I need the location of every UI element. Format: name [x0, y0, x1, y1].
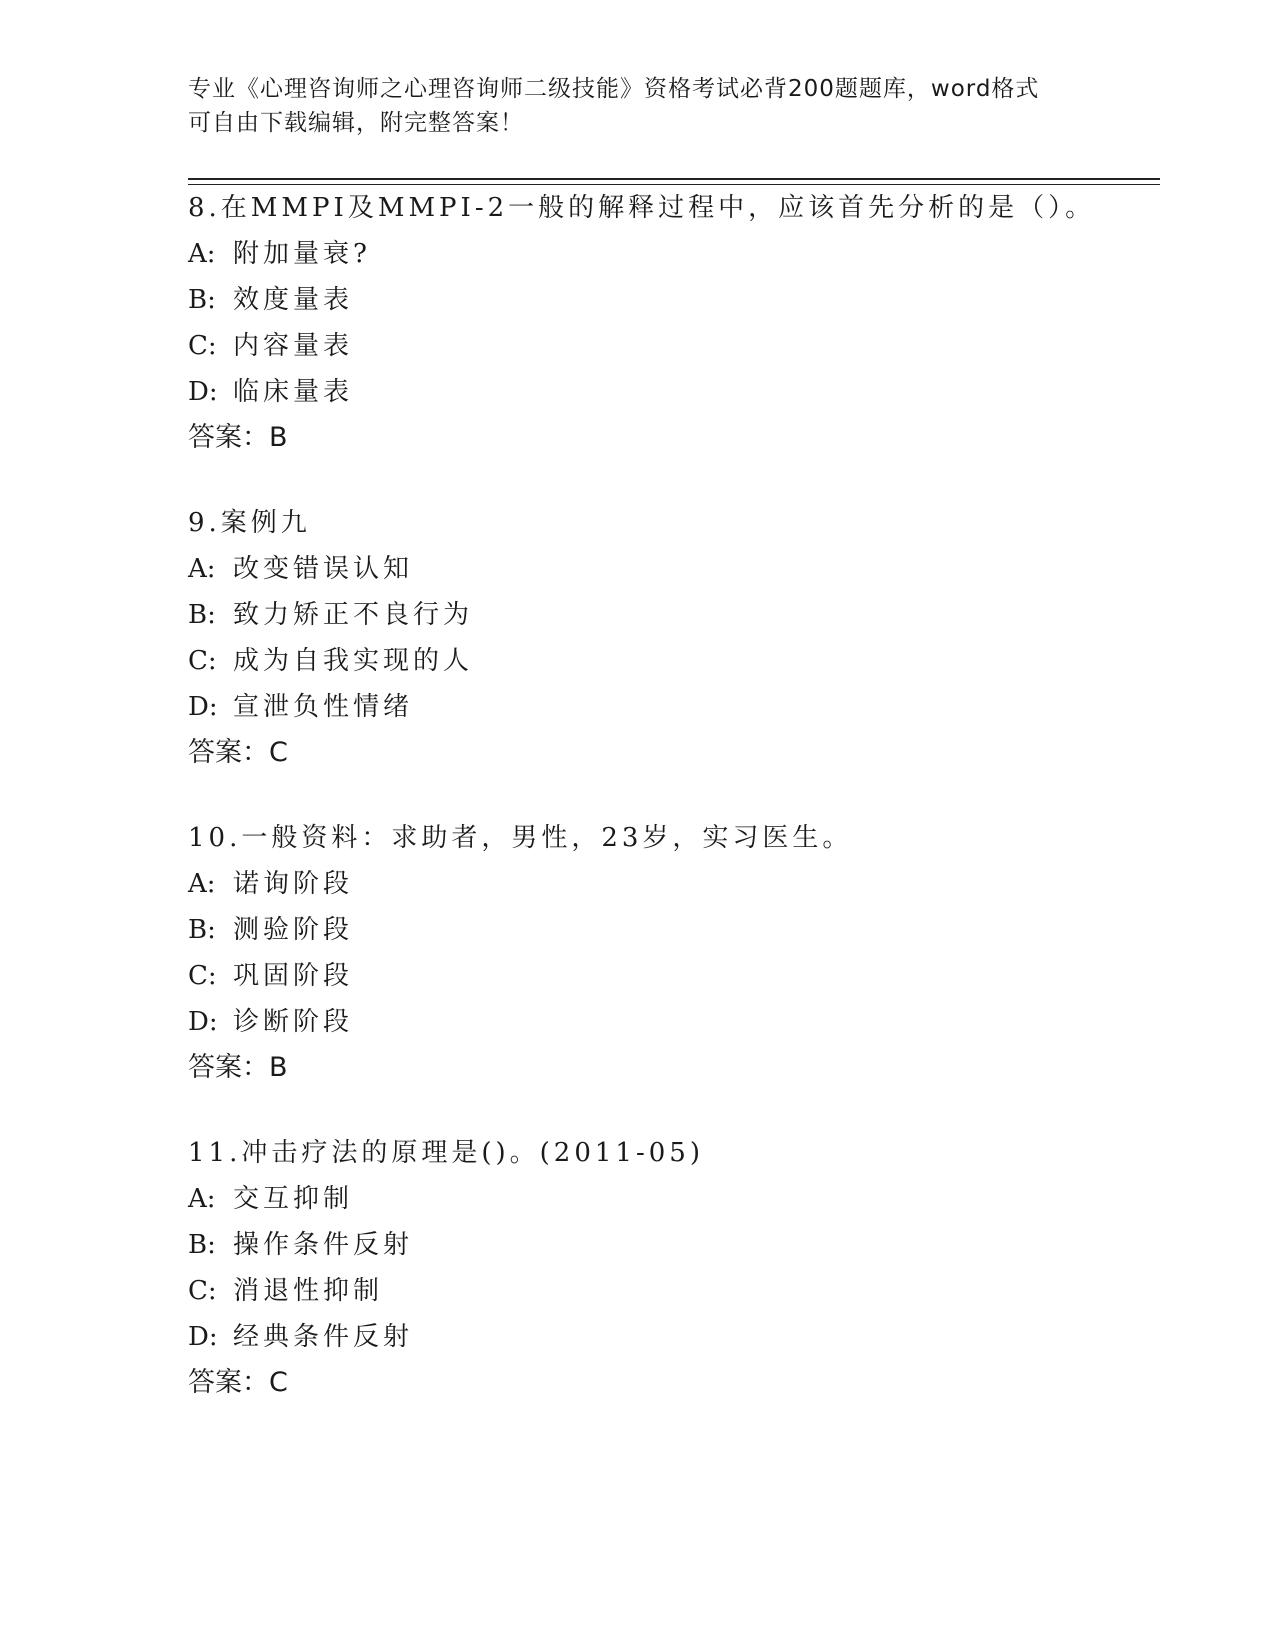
option-text: 内容量表 — [233, 331, 354, 361]
answer: 答案：C — [188, 737, 288, 768]
header-line-1: 专业《心理咨询师之心理咨询师二级技能》资格考试必背200题题库，word格式 — [188, 76, 1040, 102]
option-text: 效度量表 — [233, 285, 354, 315]
document-header — [188, 72, 1088, 140]
option-label: A: — [188, 869, 216, 899]
option-a — [188, 231, 1158, 277]
option-text: 宣泄负性情绪 — [233, 692, 414, 722]
question-stem: 8.在MMPI及MMPI-2一般的解释过程中，应该首先分析的是（）。 — [188, 193, 1096, 223]
question-stem: 10.一般资料：求助者，男性，23岁，实习医生。 — [188, 823, 853, 853]
option-label: D: — [188, 692, 218, 722]
option-text: 临床量表 — [233, 377, 354, 407]
option-text: 交互抑制 — [233, 1184, 354, 1214]
option-text: 诺询阶段 — [233, 869, 354, 899]
option-text: 成为自我实现的人 — [233, 646, 474, 676]
option-label: D: — [188, 1007, 218, 1037]
option-c — [188, 953, 1158, 999]
question-block — [188, 185, 1158, 461]
option-text: 改变错误认知 — [233, 554, 414, 584]
option-c — [188, 1268, 1158, 1314]
option-label: B: — [188, 1230, 216, 1260]
option-d — [188, 684, 1158, 730]
option-text: 消退性抑制 — [233, 1276, 384, 1306]
option-label: D: — [188, 377, 218, 407]
option-label: D: — [188, 1322, 218, 1352]
option-c — [188, 638, 1158, 684]
option-b — [188, 1222, 1158, 1268]
answer: 答案：C — [188, 1367, 288, 1398]
answer: 答案：B — [188, 422, 288, 453]
option-b — [188, 592, 1158, 638]
answer: 答案：B — [188, 1052, 288, 1083]
option-text: 诊断阶段 — [233, 1007, 354, 1037]
option-text: 巩固阶段 — [233, 961, 354, 991]
option-text: 致力矫正不良行为 — [233, 600, 474, 630]
option-b — [188, 277, 1158, 323]
option-c — [188, 323, 1158, 369]
option-label: B: — [188, 285, 216, 315]
option-label: A: — [188, 1184, 216, 1214]
option-text: 操作条件反射 — [233, 1230, 414, 1260]
option-d — [188, 369, 1158, 415]
option-text: 附加量衰? — [233, 239, 371, 269]
header-line-2: 可自由下载编辑，附完整答案！ — [188, 110, 524, 136]
option-label: C: — [188, 646, 217, 676]
option-label: A: — [188, 554, 216, 584]
option-d — [188, 1314, 1158, 1360]
option-label: C: — [188, 331, 217, 361]
option-a — [188, 546, 1158, 592]
option-label: B: — [188, 915, 216, 945]
question-block — [188, 500, 1158, 776]
option-label: C: — [188, 1276, 217, 1306]
header-divider-top — [188, 178, 1160, 180]
option-b — [188, 907, 1158, 953]
option-d — [188, 999, 1158, 1045]
option-a — [188, 861, 1158, 907]
option-label: C: — [188, 961, 217, 991]
option-text: 经典条件反射 — [233, 1322, 414, 1352]
option-label: B: — [188, 600, 216, 630]
option-text: 测验阶段 — [233, 915, 354, 945]
question-block — [188, 815, 1158, 1091]
question-stem: 11.冲击疗法的原理是()。(2011-05) — [188, 1138, 704, 1168]
option-a — [188, 1176, 1158, 1222]
option-label: A: — [188, 239, 216, 269]
question-stem: 9.案例九 — [188, 508, 311, 538]
question-block — [188, 1130, 1158, 1406]
